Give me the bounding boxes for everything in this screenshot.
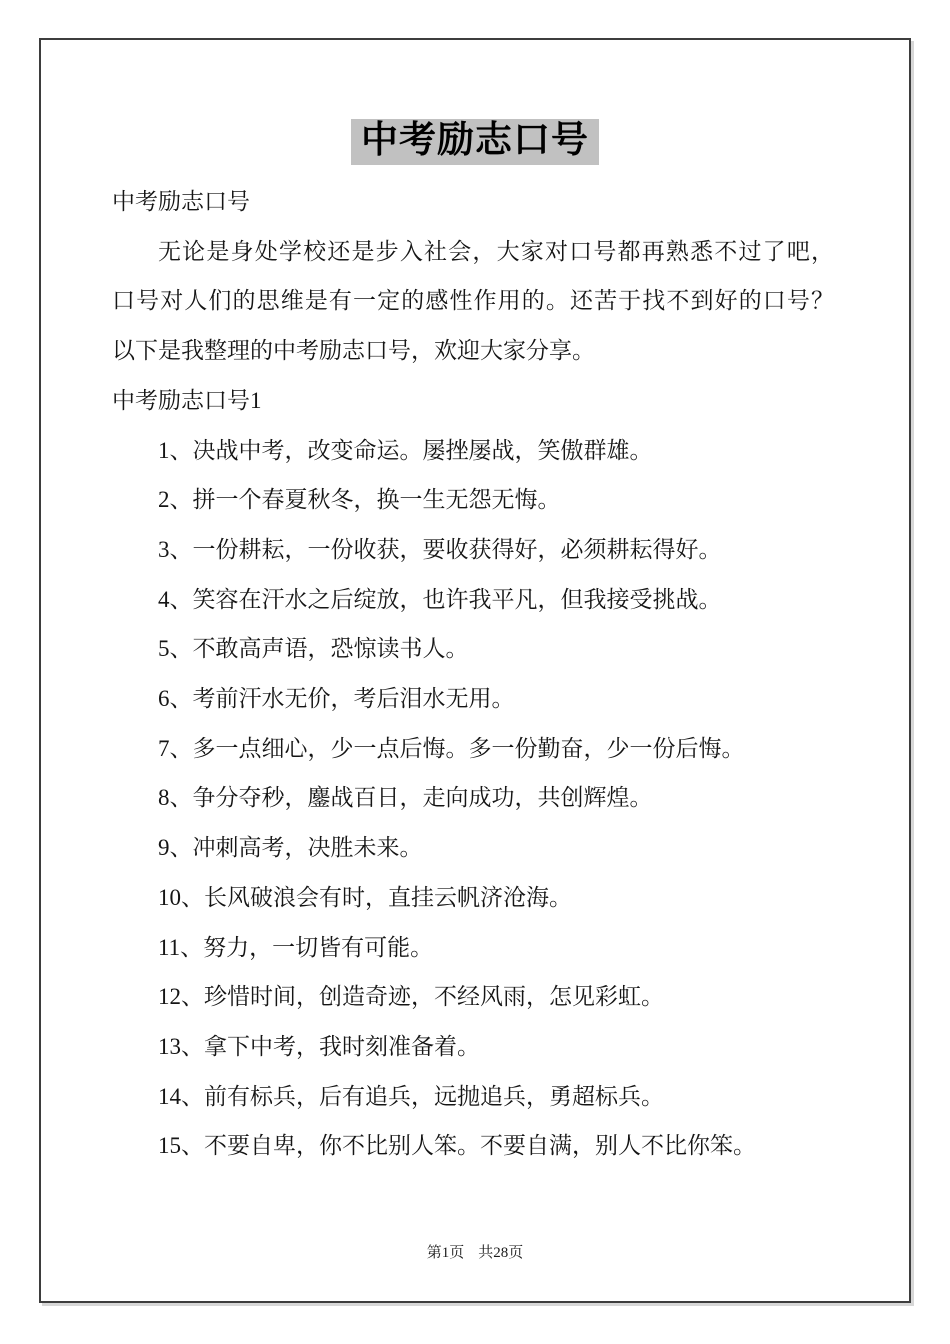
page-number-footer [0,1243,950,1263]
document-body [112,177,834,1171]
intro-line-1: 无论是身处学校还是步入社会，大家对口号都再熟悉不过了吧， [158,238,834,264]
slogan-item-14: 14、前有标兵，后有追兵，远抛追兵，勇超标兵。 [158,1083,664,1109]
total-pages-label: 共28页 [478,1245,524,1261]
slogan-item-6: 6、考前汗水无价，考后泪水无用。 [158,686,515,712]
slogan-item-10: 10、长风破浪会有时，直挂云帆济沧海。 [158,884,572,910]
slogan-item-13: 13、拿下中考，我时刻准备着。 [158,1033,480,1059]
slogan-item-11: 11、努力，一切皆有可能。 [158,934,434,960]
slogan-item-2: 2、拼一个春夏秋冬，换一生无怨无悔。 [158,487,561,513]
intro-line-2: 口号对人们的思维是有一定的感性作用的。还苦于找不到好的口号？ [112,288,834,314]
subtitle-line: 中考励志口号 [112,189,250,214]
slogan-item-9: 9、冲刺高考，决胜未来。 [158,835,423,861]
slogan-item-5: 5、不敢高声语，恐惊读书人。 [158,636,469,662]
intro-line-3: 以下是我整理的中考励志口号，欢迎大家分享。 [112,338,595,364]
slogan-item-15: 15、不要自卑，你不比别人笨。不要自满，别人不比你笨。 [158,1133,756,1159]
slogan-item-1: 1、决战中考，改变命运。屡挫屡战，笑傲群雄。 [158,437,653,463]
current-page-label: 第1页 [426,1245,465,1261]
section-heading: 中考励志口号1 [112,387,262,413]
document-title-row [0,119,950,165]
slogan-item-4: 4、笑容在汗水之后绽放，也许我平凡，但我接受挑战。 [158,586,722,612]
document-title: 中考励志口号 [351,119,599,165]
slogan-item-3: 3、一份耕耘，一份收获，要收获得好，必须耕耘得好。 [158,536,722,562]
slogan-item-8: 8、争分夺秒，鏖战百日，走向成功，共创辉煌。 [158,785,653,811]
slogan-item-7: 7、多一点细心，少一点后悔。多一份勤奋，少一份后悔。 [158,735,745,761]
slogan-item-12: 12、珍惜时间，创造奇迹，不经风雨，怎见彩虹。 [158,984,664,1010]
